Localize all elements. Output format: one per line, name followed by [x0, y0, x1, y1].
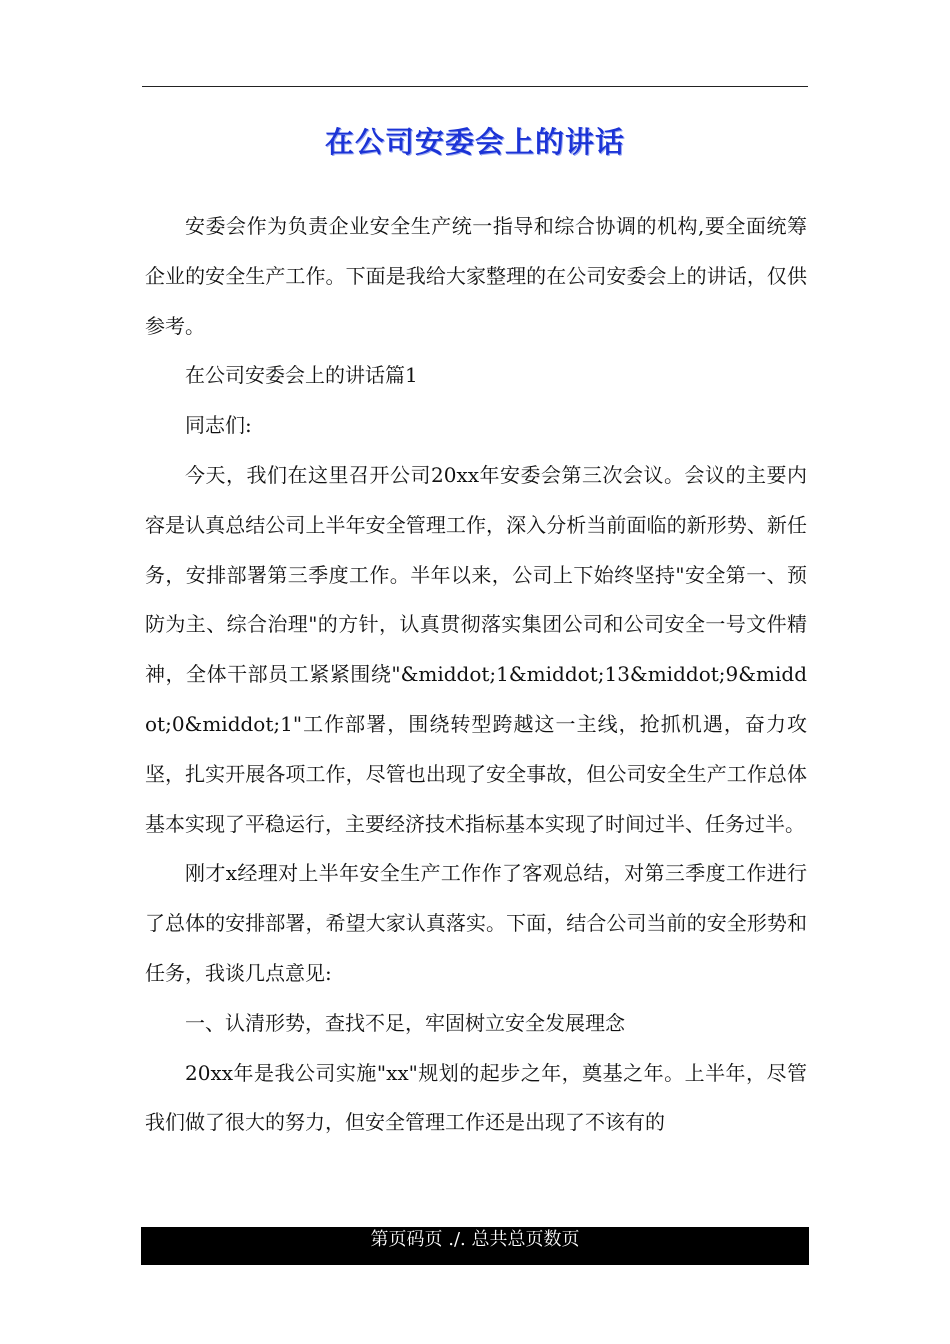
section-heading: 一、认清形势，查找不足，牢固树立安全发展理念	[185, 1010, 625, 1035]
header-rule	[142, 86, 808, 87]
page-number-text: 第页码页 ./. 总共总页数页	[370, 1229, 580, 1250]
footer-bar	[141, 1227, 809, 1265]
paragraph: 刚才x经理对上半年安全生产工作作了客观总结，对第三季度工作进行了总体的安排部署，希望大家认真落实。下面，结合公司当前的安全形势和任务，我谈几点意见:	[145, 861, 807, 985]
paragraph: 20xx年是我公司实施"xx"规划的起步之年，奠基之年。上半年，尽管我们做了很大的努力，但安全管理工作还是出现了不该有的	[145, 1060, 807, 1135]
document-body	[145, 202, 807, 1148]
paragraph: 今天，我们在这里召开公司20xx年安委会第三次会议。会议的主要内容是认真总结公司上半年安全管理工作，深入分析当前面临的新形势、新任务，安排部署第三季度工作。半年以来，公司上下始终坚持"安全第一、预防为主、综合治理"的方针，认真贯彻落实集团公司和公司安全一号文件精神，全体干部员工紧紧围绕"&middot;1&middot;13&middot;9&middot;0&middot;1"工作部署，围绕转型跨越这一主线，抢抓机遇，奋力攻坚，扎实开展各项工作，尽管也出现了安全事故，但公司安全生产工作总体基本实现了平稳运行，主要经济技术指标基本实现了时间过半、任务过半。	[145, 462, 807, 836]
document-title: 在公司安委会上的讲话	[324, 125, 625, 159]
paragraph: 安委会作为负责企业安全生产统一指导和综合协调的机构,要全面统筹企业的安全生产工作。下面是我给大家整理的在公司安委会上的讲话，仅供参考。	[145, 214, 807, 338]
salutation: 同志们:	[185, 413, 252, 438]
section-heading: 在公司安委会上的讲话篇1	[185, 363, 418, 388]
